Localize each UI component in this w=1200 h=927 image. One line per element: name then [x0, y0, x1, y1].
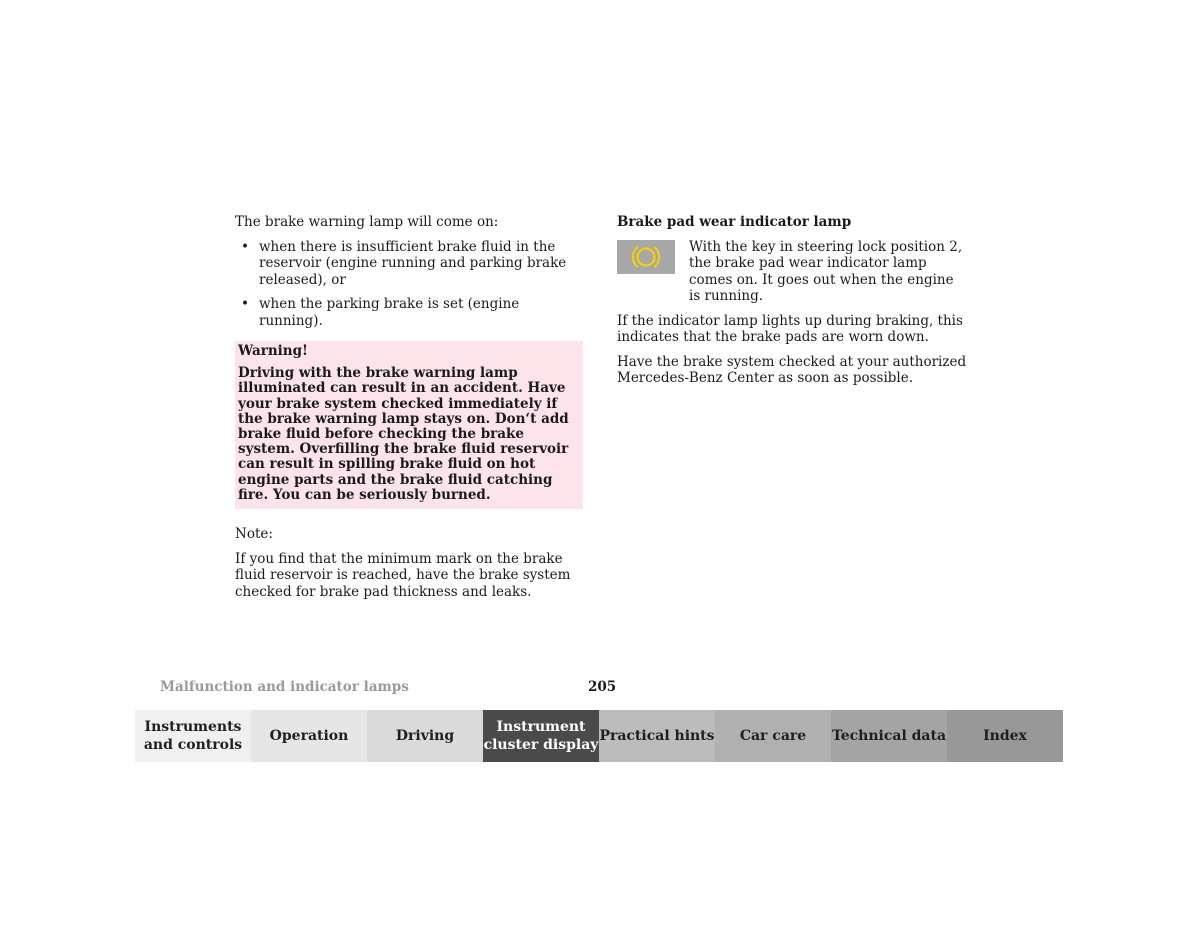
lamp-text: With the key in steering lock position 2, the brake pad wear indicator lamp comes on. It goes out when the engine is running. [689, 238, 963, 304]
brake-pad-wear-icon [617, 240, 675, 274]
section-heading: Brake pad wear indicator lamp [617, 214, 852, 230]
footer-section-title: Malfunction and indicator lamps [160, 679, 409, 695]
list-item [235, 296, 585, 329]
tab-instruments-and-controls[interactable]: Instruments and controls [135, 710, 251, 762]
note-text: If you find that the minimum mark on the brake fluid reservoir is reached, have the brake system checked for brake pad thickness and leaks. [235, 550, 571, 600]
bullet-icon: • [241, 238, 249, 255]
warning-box [235, 341, 583, 509]
list-item [235, 239, 585, 289]
tab-practical-hints[interactable]: Practical hints [599, 710, 715, 762]
tab-driving[interactable]: Driving [367, 710, 483, 762]
tab-car-care[interactable]: Car care [715, 710, 831, 762]
list-item-text: when there is insufficient brake fluid in the reservoir (engine running and parking brake released), or [259, 238, 567, 288]
intro-text: The brake warning lamp will come on: [235, 214, 499, 230]
tab-technical-data[interactable]: Technical data [831, 710, 947, 762]
warning-text: Driving with the brake warning lamp illuminated can result in an accident. Have your brake system checked immediately if the brake warning lamp stays on. Don‘t add brake fluid before checking the brake system. Overfilling the brake fluid reservoir can result in spilling brake fluid on hot engine parts and the brake fluid catching fire. You can be seriously burned. [238, 365, 569, 503]
tab-instrument-cluster-display[interactable]: Instrument cluster display [483, 710, 599, 762]
list-item-text: when the parking brake is set (engine running). [259, 296, 520, 329]
paragraph-service: Have the brake system checked at your authorized Mercedes-Benz Center as soon as possible. [617, 353, 967, 386]
paragraph-braking: If the indicator lamp lights up during braking, this indicates that the brake pads are worn down. [617, 312, 963, 345]
bullet-list [235, 239, 585, 330]
note-label: Note: [235, 526, 273, 543]
lamp-description [617, 239, 967, 305]
chapter-nav [135, 710, 1063, 762]
warning-title: Warning! [238, 343, 308, 359]
tab-index[interactable]: Index [947, 710, 1063, 762]
tab-operation[interactable]: Operation [251, 710, 367, 762]
page-number: 205 [588, 679, 617, 695]
right-column [617, 214, 967, 395]
left-column [235, 214, 585, 600]
bullet-icon: • [241, 296, 249, 312]
